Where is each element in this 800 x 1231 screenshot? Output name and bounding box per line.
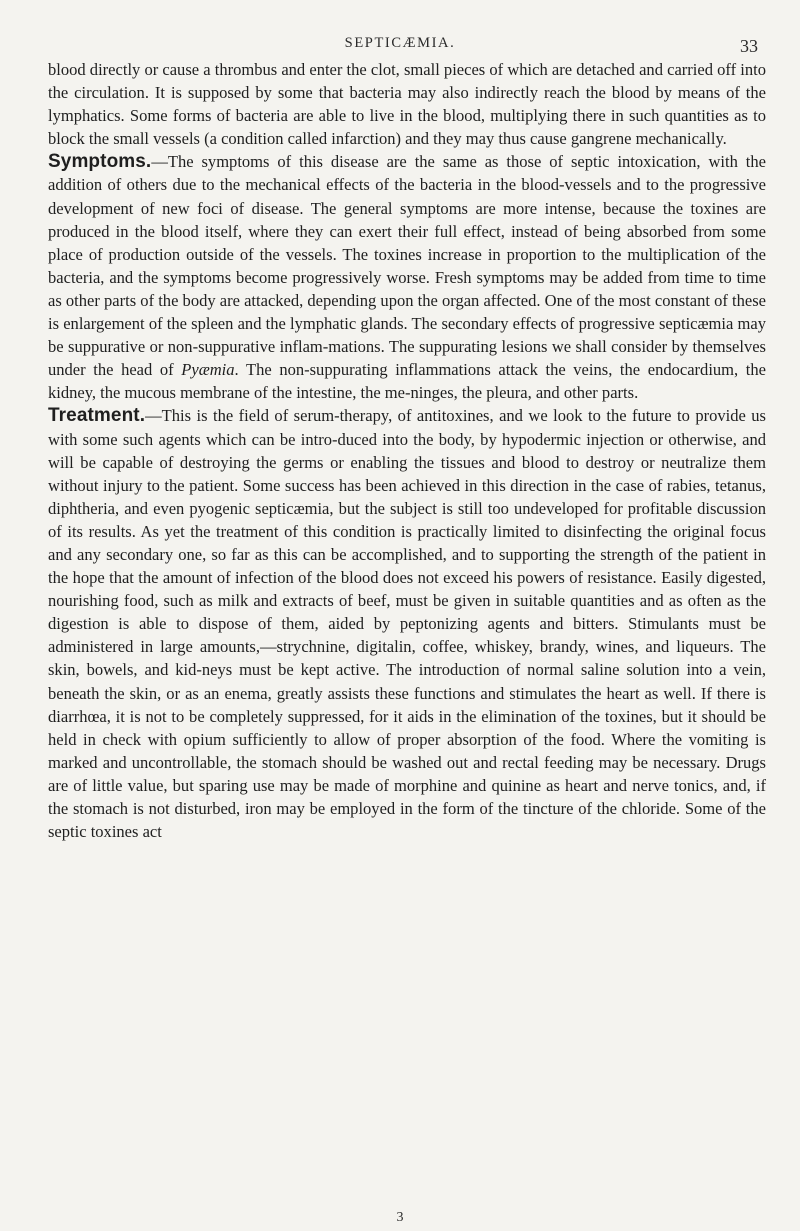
page-number: 33: [740, 36, 758, 56]
body-text: [48, 58, 766, 843]
paragraph-text: . The non-suppurating inflammations attack the veins, the endocardium, the kidney, the mucous membrane of the intestine, the me-ninges, the pleura, and other parts.: [48, 360, 766, 403]
paragraph-text: blood directly or cause a thrombus and enter the clot, small pieces of which are detached and carried off into the circulation. It is supposed by some that bacteria may also indirectly reach the blood by means of the lymphatics. Some forms of bacteria are able to live in the blood, multiplying there in such quantities as to block the small vessels (a condition called infarction) and they may thus cause gangrene mechanically.: [48, 60, 766, 149]
paragraph-text: —The symptoms of this disease are the same as those of septic intoxication, with the addition of others due to the mechanical effects of the bacteria in the blood-vessels and to the progressive development of new foci of disease. The general symptoms are more intense, because the toxines are produced in the blood itself, where they can exert their full effect, instead of being absorbed from some place of production outside of the vessels. The toxines increase in proportion to the multiplication of the bacteria, and the symptoms become progressively worse. Fresh symptoms may be added from time to time as other parts of the body are attacked, depending upon the organ affected. One of the most constant of these is enlargement of the spleen and the lymphatic glands. The secondary effects of progressive septicæmia may be suppurative or non-suppurative inflam-mations. The suppurating lesions we shall consider by themselves under the head of: [48, 152, 766, 380]
italic-term: Pyæmia: [181, 360, 235, 380]
section-heading-symptoms: Symptoms.: [48, 151, 152, 173]
section-heading-treatment: Treatment.: [48, 405, 146, 427]
paragraph-treatment: [48, 404, 766, 843]
paragraph-text: —This is the field of serum-therapy, of antitoxines, and we look to the future to provide us with some such agents which can be intro-duced into the body, by hypodermic injection or otherwise, and will be capable of destroying the germs or enabling the tissues and blood to destroy or neutralize them without injury to the patient. Some success has been achieved in this direction in the case of rabies, tetanus, diphtheria, and even pyogenic septicæmia, but the subject is still too undeveloped for profitable discussion of its results. As yet the treatment of this condition is practically limited to disinfecting the original focus and any secondary one, so far as this can be accomplished, and to supporting the strength of the patient in the hope that the amount of infection of the blood does not exceed his powers of resistance. Easily digested, nourishing food, such as milk and extracts of beef, must be given in suitable quantities and as often as the digestion is able to dispose of them, aided by peptonizing agents and bitters. Stimulants must be administered in large amounts,—strychnine, digitalin, coffee, whiskey, brandy, wines, and liqueurs. The skin, bowels, and kid-neys must be kept active. The introduction of normal saline solution into a vein, beneath the skin, or as an enema, greatly assists these functions and stimulates the heart as well. If there is diarrhœa, it is not to be completely suppressed, for it aids in the elimination of the toxines, but it should be held in check with opium sufficiently to allow of proper absorption of the food. Where the vomiting is marked and uncontrollable, the stomach should be washed out and rectal feeding may be necessary. Drugs are of little value, but sparing use may be made of morphine and quinine as heart and nerve tonics, and, if the stomach is not disturbed, iron may be employed in the form of the tincture of the chloride. Some of the septic toxines act: [48, 406, 766, 842]
signature-mark: 3: [396, 1210, 404, 1225]
paragraph-symptoms: [48, 150, 766, 404]
running-head: SEPTICÆMIA.: [344, 35, 456, 51]
paragraph-intro: [48, 58, 766, 150]
